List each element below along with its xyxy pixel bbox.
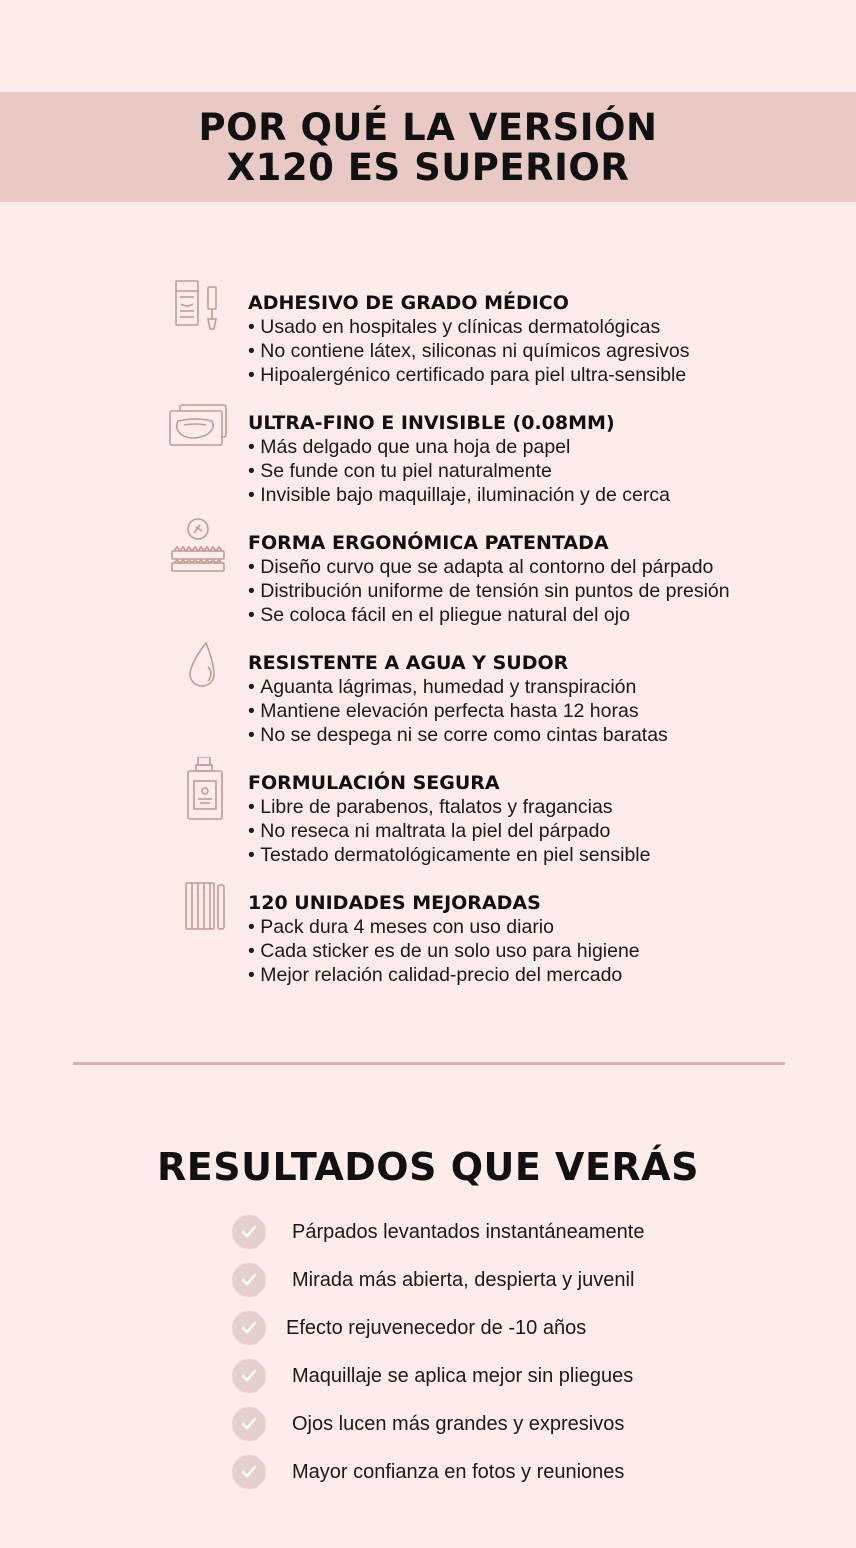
feature-bullet: • No reseca ni maltrata la piel del párpado <box>248 819 788 843</box>
feature-bullet: • Pack dura 4 meses con uso diario <box>248 915 788 939</box>
result-item <box>232 1455 732 1489</box>
feature-bullet: • Más delgado que una hoja de papel <box>248 435 788 459</box>
results-title: RESULTADOS QUE VERÁS <box>157 1145 699 1189</box>
result-label: Mirada más abierta, despierta y juvenil <box>292 1269 635 1291</box>
check-icon <box>232 1407 266 1441</box>
strips-pack-icon <box>166 877 230 941</box>
result-item <box>232 1263 732 1297</box>
feature-bullet: • Se coloca fácil en el pliegue natural del ojo <box>248 603 788 627</box>
feature-bullet: • Mantiene elevación perfecta hasta 12 horas <box>248 699 788 723</box>
serum-bottle-icon <box>166 757 230 821</box>
feature-title: FORMA ERGONÓMICA PATENTADA <box>248 532 609 554</box>
feature-bullet: • Usado en hospitales y clínicas dermatológicas <box>248 315 788 339</box>
result-item <box>232 1215 732 1249</box>
feature-bullet: • Hipoalergénico certificado para piel ultra-sensible <box>248 363 788 387</box>
water-drop-icon <box>166 637 230 701</box>
feature-title: ADHESIVO DE GRADO MÉDICO <box>248 292 569 314</box>
thin-patch-icon <box>166 397 230 461</box>
feature-title: RESISTENTE A AGUA Y SUDOR <box>248 652 569 674</box>
result-label: Ojos lucen más grandes y expresivos <box>292 1413 625 1435</box>
feature-bullet: • Testado dermatológicamente en piel sensible <box>248 843 788 867</box>
page-title-line-2: X120 ES SUPERIOR <box>226 146 630 189</box>
feature-bullet: • Mejor relación calidad-precio del mercado <box>248 963 788 987</box>
check-icon <box>232 1311 266 1345</box>
result-label: Mayor confianza en fotos y reuniones <box>292 1461 625 1483</box>
feature-title: ULTRA-FINO E INVISIBLE (0.08MM) <box>248 412 615 434</box>
adhesive-tape-icon <box>166 277 230 341</box>
result-label: Maquillaje se aplica mejor sin pliegues <box>292 1365 634 1387</box>
feature-bullet: • Se funde con tu piel naturalmente <box>248 459 788 483</box>
feature-bullet: • Distribución uniforme de tensión sin puntos de presión <box>248 579 788 603</box>
feature-bullet: • Cada sticker es de un solo uso para higiene <box>248 939 788 963</box>
feature-bullet: • Invisible bajo maquillaje, iluminación y de cerca <box>248 483 788 507</box>
result-label: Efecto rejuvenecedor de -10 años <box>286 1317 587 1339</box>
feature-title: 120 UNIDADES MEJORADAS <box>248 892 541 914</box>
result-item <box>232 1311 732 1345</box>
page-title <box>0 108 856 188</box>
feature-title: FORMULACIÓN SEGURA <box>248 772 500 794</box>
ergonomic-shape-icon <box>166 517 230 581</box>
feature-bullet: • Libre de parabenos, ftalatos y fragancias <box>248 795 788 819</box>
check-icon <box>232 1455 266 1489</box>
check-icon <box>232 1215 266 1249</box>
result-item <box>232 1407 732 1441</box>
feature-bullet: • No se despega ni se corre como cintas baratas <box>248 723 788 747</box>
check-icon <box>232 1263 266 1297</box>
result-item <box>232 1359 732 1393</box>
feature-bullet: • Aguanta lágrimas, humedad y transpiración <box>248 675 788 699</box>
feature-bullet: • Diseño curvo que se adapta al contorno del párpado <box>248 555 788 579</box>
check-icon <box>232 1359 266 1393</box>
feature-bullet: • No contiene látex, siliconas ni químicos agresivos <box>248 339 788 363</box>
page-title-line-1: POR QUÉ LA VERSIÓN <box>198 106 658 149</box>
section-divider <box>73 1062 785 1065</box>
result-label: Párpados levantados instantáneamente <box>292 1221 645 1243</box>
